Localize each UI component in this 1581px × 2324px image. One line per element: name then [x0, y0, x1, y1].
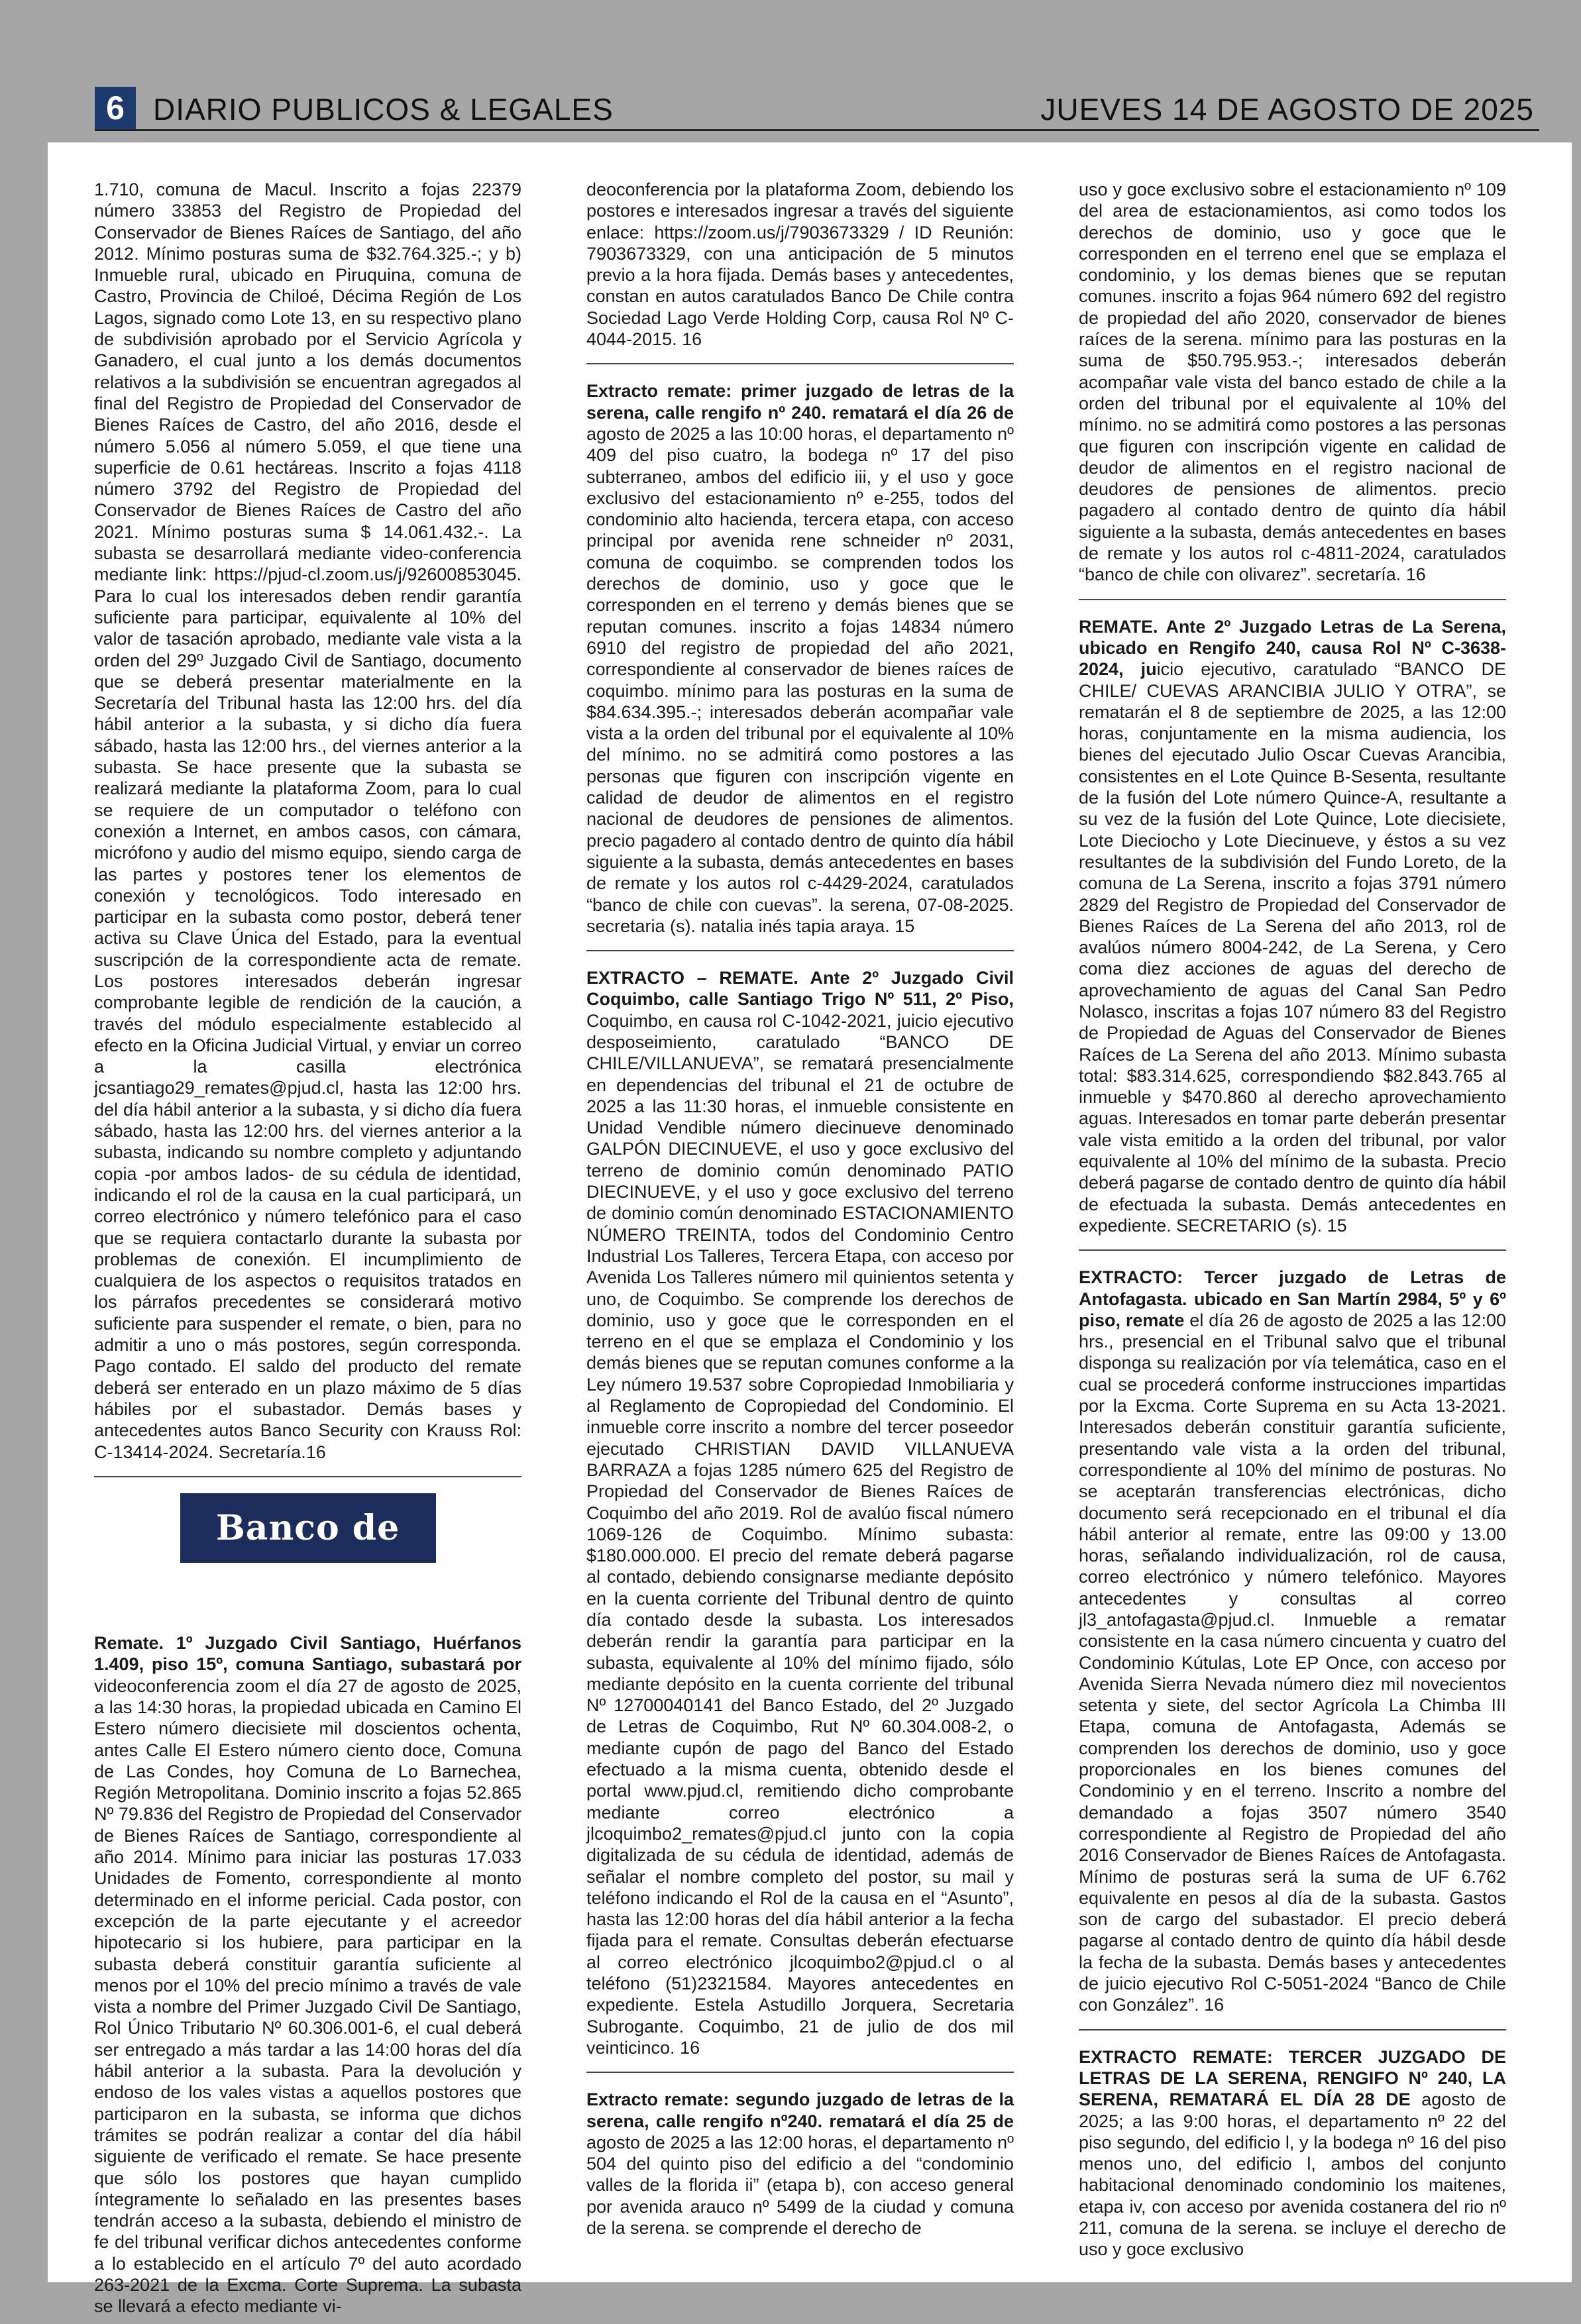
legal-notice — [1079, 616, 1506, 1237]
notice-heading: REMATE. Ante 2º Juzgado Letras de La Serena, ubicado en Rengifo 240, causa Rol Nº C-3638-2024, ju — [1079, 616, 1506, 680]
page-number: 6 — [95, 87, 136, 129]
divider — [94, 1476, 521, 1477]
legal-notice — [586, 380, 1014, 937]
legal-notice — [586, 2089, 1014, 2239]
legal-notice — [1079, 2046, 1506, 2260]
divider — [1079, 2029, 1506, 2031]
notice-text: 1.710, comuna de Macul. Inscrito a fojas 22379 número 33853 del Registro de Propiedad del Conservador de Bienes Raíces de Santiago, del año 2012. Mínimo posturas suma de $32.764.325.-; y b) Inmueble rural, ubicado en Piruquina, comuna de Castro, Provincia de Chiloé, Décima Región de Los Lagos, signado como Lote 13, en su respectivo plano de subdivisión aprobado por el Servicio Agrícola y Ganadero, el cual junto a los demás documentos relativos a la subdivisión se encuentran agregados al final del Registro de Propiedad del Conservador de Bienes Raíces de Castro, del año 2016, desde el número 5.056 al número 5.059, el que tiene una superficie de 0.61 hectáreas. Inscrito a fojas 4118 número 3792 del Registro de Propiedad del Conservador de Bienes Raíces de Castro del año 2021. Mínimo posturas suma $ 14.061.432.-. La subasta se desarrollará mediante video-conferencia mediante link: https://pjud-cl.zoom.us/j/92600853045. Para lo cual los interesados deben rendir garantía suficiente para participar, equivalente al 10% del valor de tasación aprobado, mediante vale vista a la orden del 29º Juzgado Civil de Santiago, documento que se deberá presentar materialmente en la Secretaría del Tribunal hasta las 12:00 hrs. del día hábil anterior a la subasta, y si dicho día fuera sábado, hasta las 12:00 hrs., del viernes anterior a la subasta. Se hace presente que la subasta se realizará mediante la plataforma Zoom, para lo cual se requiere de un computador o teléfono con conexión a Internet, en ambos casos, con cámara, micrófono y audio del mismo equipo, siendo carga de las partes y postores tener los elementos de conexión y tecnológicos. Todo interesado en participar en la subasta como postor, deberá tener activa su Clave Única del Estado, para la eventual suscripción de la correspondiente acta de remate. Los postores interesados deberán ingresar comprobante legible de rendición de la caución, a través del módulo especialmente establecido al efecto en la Oficina Judicial Virtual, y enviar un correo a la casilla electrónica jcsantiago29_remates@pjud.cl, hasta las 12:00 hrs. del día hábil anterior a la subasta, y si dicho día fuera sábado, hasta las 12:00 hrs. del viernes anterior a la subasta, indicando su nombre completo y adjuntando copia -por ambos lados- de su cédula de identidad, indicando el rol de la causa en la cual participará, un correo electrónico y número telefónico para el caso que se requiera contactarlo durante la subasta por problemas de conexión. El incumplimiento de cualquiera de los aspectos o requisitos tratados en los párrafos precedentes se considerará motivo suficiente para suspender el remate, o bien, para no admitir a uno o más postores, según corresponda. Pago contado. El saldo del producto del remate deberá ser enterado en un plazo máximo de 5 días hábiles por el subastador. Demás bases y antecedentes autos Banco Security con Krauss Rol: C-13414-2024. Secretaría.16 — [94, 180, 521, 1462]
bank-logo-wrap — [94, 1493, 521, 1618]
notice-text: deoconferencia por la plataforma Zoom, debiendo los postores e interesados ingresar a través del siguiente enlace: https://zoom.us/j/7903673329 / ID Reunión: 7903673329, con una anticipación de 5 minutos previo a la hora fijada. Demás bases y antecedentes, constan en autos caratulados Banco De Chile contra Sociedad Lago Verde Holding Corp, causa Rol Nº C-4044-2015. 16 — [586, 180, 1014, 350]
notice-heading: EXTRACTO – REMATE. Ante 2º Juzgado Civil Coquimbo, calle Santiago Trigo Nº 511, 2º Piso, — [586, 968, 1014, 1010]
legal-notice — [586, 179, 1014, 350]
legal-notice — [1079, 1267, 1506, 2015]
notice-heading: Extracto remate: segundo juzgado de letras de la serena, calle rengifo nº240. rematará el día 25 de — [586, 2089, 1014, 2131]
legal-notice — [1079, 179, 1506, 586]
notice-heading: Remate. 1º Juzgado Civil Santiago, Huérfanos 1.409, piso 15º, comuna Santiago, subastará por — [94, 1633, 521, 1675]
notice-text: agosto de 2025; a las 9:00 horas, el departamento nº 22 del piso segundo, del edificio l, y la bodega nº 16 del piso menos uno, del edificio l, ambos del conjunto habitacional denominado condominio los maitenes, etapa iv, con acceso por avenida costanera del rio nº 211, comuna de la serena. se incluye el derecho de uso y goce exclusivo — [1079, 2089, 1506, 2260]
page-header — [95, 84, 1539, 131]
notice-heading: EXTRACTO REMATE: TERCER JUZGADO DE LETRAS DE LA SERENA, RENGIFO Nº 240, LA SERENA, REMATARÁ EL DÍA 28 DE — [1079, 2046, 1506, 2110]
divider — [586, 950, 1014, 951]
legal-notice — [586, 967, 1014, 2058]
publication-name: DIARIO PUBLICOS & LEGALES — [153, 92, 614, 127]
notice-text: agosto de 2025 a las 10:00 horas, el departamento nº 409 del piso cuatro, la bodega nº 17 del piso subterraneo, ambos del edificio iii, y el uso y goce exclusivo del estacionamiento nº e-255, todos del condominio alto hacienda, tercera etapa, con acceso principal por avenida rene schneider nº 2031, comuna de coquimbo. se comprenden todos los derechos de dominio, uso y goce que le corresponden en el terreno y demás bienes que se reputan comunes. inscrito a fojas 14834 número 6910 del registro de propiedad del año 2021, correspondiente al conservador de bienes raíces de coquimbo. mínimo para las posturas en la suma de $84.634.395.-; interesados deberán acompañar vale vista a la orden del tribunal por el equivalente al 10% del mínimo. no se admitirá como postores a las personas que figuren con inscripción vigente en calidad de deudor de alimentos en el registro nacional de deudores de pensiones de alimentos. precio pagadero al contado dentro de quinto día hábil siguiente a la subasta, demás antecedentes en bases de remate y los autos rol c-4429-2024, caratulados “banco de chile con cuevas”. la serena, 07-08-2025. secretaria (s). natalia inés tapia araya. 15 — [586, 423, 1014, 936]
column-1 — [94, 179, 521, 2317]
content-sheet — [48, 142, 1572, 2317]
divider — [586, 363, 1014, 364]
legal-notice — [94, 179, 521, 1463]
banco-de-chile-logo: Banco de Chile — [180, 1493, 436, 1563]
column-2 — [586, 179, 1014, 2272]
notice-text: el día 26 de agosto de 2025 a las 12:00 hrs., presencial en el Tribunal salvo que el tribunal disponga su realización por vía telemática, caso en el cual se procederá conforme instrucciones impartidas por la Excma. Corte Suprema en su Acta 13-2021. Interesados deberán constituir garantía suficiente, presentando vale vista a la orden del tribunal, correspondiente al 10% del mínimo de posturas. No se aceptarán transferencias electrónicas, dicho documento será recepcionado en el tribunal el día hábil anterior al remate, entre las 09:00 y 13.00 horas, señalando individualización, rol de causa, correo electrónico y número telefónico. Mayores antecedentes y consultas al correo jl3_antofagasta@pjud.cl. Inmueble a rematar consistente en la casa número cincuenta y cuatro del Condominio Kútulas, Lote EP Once, con acceso por Avenida Sierra Nevada número diez mil novecientos setenta y siete, del sector Agrícola La Chimba III Etapa, comuna de Antofagasta, Además se comprenden los derechos de dominio, uso y goce proporcionales en los bienes comunes del Condominio y en el terreno. Inscrito a nombre del demandado a fojas 3507 número 3540 correspondiente al Registro de Propiedad del año 2016 Conservador de Bienes Raíces de Antofagasta. Mínimo de posturas será la suma de UF 6.762 equivalente en pesos al día de la subasta. Gastos son de cargo del subastador. El precio deberá pagarse al contado dentro de quinto día hábil desde la fecha de la subasta. Demás bases y antecedentes de juicio ejecutivo Rol C-5051-2024 “Banco de Chile con González”. 16 — [1079, 1310, 1507, 2015]
notice-text: icio ejecutivo, caratulado “BANCO DE CHILE/ CUEVAS ARANCIBIA JULIO Y OTRA”, se rematarán el 8 de septiembre de 2025, a las 12:00 horas, conjuntamente en la misma audiencia, los bienes del ejecutado Julio Oscar Cuevas Arancibia, consistentes en el Lote Quince B-Sesenta, resultante de la fusión del Lote número Quince-A, resultante a su vez de la fusión del Lote Quince, Lote diecisiete, Lote Dieciocho y Lote Diecinueve, y éstos a su vez resultantes de la subdivisión del Fundo Loreto, de la comuna de La Serena, inscrito a fojas 3791 número 2829 del Registro de Propiedad del Conservador de Bienes Raíces de La Serena del año 2013, rol de avalúos número 8004-242, de La Serena, y Cero coma diez acciones de aguas del derecho de aprovechamiento de aguas del Canal San Pedro Nolasco, inscritas a fojas 107 número 83 del Registro de Propiedad de Aguas del Conservador de Bienes Raíces de La Serena del año 2013. Mínimo subasta total: $83.314.625, correspondiendo $82.843.765 al inmueble y $470.860 al derecho aprovechamiento aguas. Interesados en tomar parte deberán presentar vale vista emitido a la orden del tribunal, por valor equivalente al 10% del mínimo de la subasta. Precio deberá pagarse de contado dentro de quinto día hábil de efectuada la subasta. Demás antecedentes en expediente. SECRETARIO (s). 15 — [1079, 659, 1507, 1236]
notice-heading: EXTRACTO: Tercer juzgado de Letras de Antofagasta. ubicado en San Martín 2984, 5º y 6º piso, remate — [1079, 1267, 1506, 1330]
divider — [1079, 1249, 1506, 1251]
column-3 — [1079, 179, 1506, 2272]
notice-heading: Extracto remate: primer juzgado de letras de la serena, calle rengifo nº 240. rematará el día 26 de — [586, 381, 1014, 423]
notice-text: uso y goce exclusivo sobre el estacionamiento nº 109 del area de estacionamientos, asi como todos los derechos de dominio, uso y goce que le corresponden en el terreno enel que se emplaza el condominio, y los demas bienes que se reputan comunes. inscrito a fojas 964 número 692 del registro de propiedad del año 2020, conservador de bienes raíces de la serena. mínimo para las posturas en la suma de $50.795.953.-; interesados deberán acompañar vale vista del banco estado de chile a la orden del tribunal por el equivalente al 10% del mínimo. no se admitirá como postores a las personas que figuren con inscripción vigente en calidad de deudor de alimentos en el registro nacional de deudores de pensiones de alimentos. precio pagadero al contado dentro de quinto día hábil siguiente a la subasta, demás antecedentes en bases de remate y los autos rol c-4811-2024, caratulados “banco de chile con olivarez”. secretaría. 16 — [1079, 180, 1506, 585]
publication-date: JUEVES 14 DE AGOSTO DE 2025 — [1040, 92, 1534, 127]
divider — [1079, 599, 1506, 600]
divider — [586, 2072, 1014, 2073]
notice-text: videoconferencia zoom el día 27 de agosto de 2025, a las 14:30 horas, la propiedad ubicada en Camino El Estero número diecisiete mil doscientos ochenta, antes Calle El Estero número ciento doce, Comuna de Las Condes, hoy Comuna de Lo Barnechea, Región Metropolitana. Dominio inscrito a fojas 52.865 Nº 79.836 del Registro de Propiedad del Conservador de Bienes Raíces de Santiago, correspondiente al año 2014. Mínimo para iniciar las posturas 17.033 Unidades de Fomento, correspondiente al monto determinado en el informe pericial. Cada postor, con excepción de la parte ejecutante y el acreedor hipotecario si los hubiere, para participar en la subasta deberá constituir garantía suficiente al menos por el 10% del precio mínimo a través de vale vista a nombre del Primer Juzgado Civil De Santiago, Rol Único Tributario Nº 60.306.001-6, el cual deberá ser entregado a más tardar a las 14:00 horas del día hábil anterior a la subasta. Para la devolución y endoso de los vales vistas a aquellos postores que participaron en la subasta, se informa que dichos trámites se podrán realizar a contar del día hábil siguiente de verificado el remate. Se hace presente que sólo los postores que hayan cumplido íntegramente lo señalado en las presentes bases tendrán acceso a la subasta, debiendo el ministro de fe del tribunal verificar dichos antecedentes conforme a lo establecido en el artículo 7º del auto acordado 263-2021 de la Excma. Corte Suprema. La subasta se llevará a efecto mediante vi- — [94, 1675, 521, 2317]
notice-text: Coquimbo, en causa rol C-1042-2021, juicio ejecutivo desposeimiento, caratulado “BANCO DE CHILE/VILLANUEVA”, se rematará presencialmente en dependencias del tribunal el 21 de octubre de 2025 a las 11:30 horas, el inmueble consistente en Unidad Vendible número diecinueve denominado GALPÓN DIECINUEVE, el uso y goce exclusivo del terreno de dominio común denominado PATIO DIECINUEVE, y el uso y goce exclusivo del terreno de dominio común denominado ESTACIONAMIENTO NÚMERO TREINTA, todos del Condominio Centro Industrial Los Talleres, Tercera Etapa, con acceso por Avenida Los Talleres número mil quinientos setenta y uno, de Coquimbo. Se comprende los derechos de dominio, uso y goce que le corresponden en el terreno en el que se emplaza el Condominio y los demás bienes que se reputan comunes conforme a la Ley número 19.537 sobre Copropiedad Inmobiliaria y al Reglamento de Copropiedad del Condominio. El inmueble corre inscrito a nombre del tercer poseedor ejecutado CHRISTIAN DAVID VILLANUEVA BARRAZA a fojas 1285 número 625 del Registro de Propiedad del Conservador de Bienes Raíces de Coquimbo del año 2019. Rol de avalúo fiscal número 1069-126 de Coquimbo. Mínimo subasta: $180.000.000. El precio del remate deberá pagarse al contado, debiendo consignarse mediante depósito en la cuenta corriente del Tribunal dentro de quinto día contado desde la subasta. Los interesados deberán rendir la garantía para participar en la subasta, equivalente al 10% del mínimo fijado, sólo mediante depósito en la cuenta corriente del tribunal Nº 12700040141 del Banco Estado, del 2º Juzgado de Letras de Coquimbo, Rut Nº 60.304.008-2, o mediante cupón de pago del Banco del Estado efectuado a la misma cuenta, obtenido desde el portal www.pjud.cl, remitiendo dicho comprobante mediante correo electrónico a jlcoquimbo2_remates@pjud.cl junto con la copia digitalizada de su cédula de identidad, además de señalar el nombre completo del postor, su mail y teléfono indicando el Rol de la causa en el “Asunto”, hasta las 12:00 horas del día hábil anterior a la fecha fijada para el remate. Consultas deberán efectuarse al correo electrónico jlcoquimbo2@pjud.cl o al teléfono (51)2321584. Mayores antecedentes en expediente. Estela Astudillo Jorquera, Secretaria Subrogante. Coquimbo, 21 de julio de dos mil veinticinco. 16 — [586, 1010, 1014, 2058]
notice-text: agosto de 2025 a las 12:00 horas, el departamento nº 504 del quinto piso del edificio a del “condominio valles de la florida ii” (etapa b), con acceso general por avenida arauco nº 5499 de la ciudad y comuna de la serena. se comprende el derecho de — [586, 2132, 1014, 2239]
legal-notice — [94, 1632, 521, 2317]
